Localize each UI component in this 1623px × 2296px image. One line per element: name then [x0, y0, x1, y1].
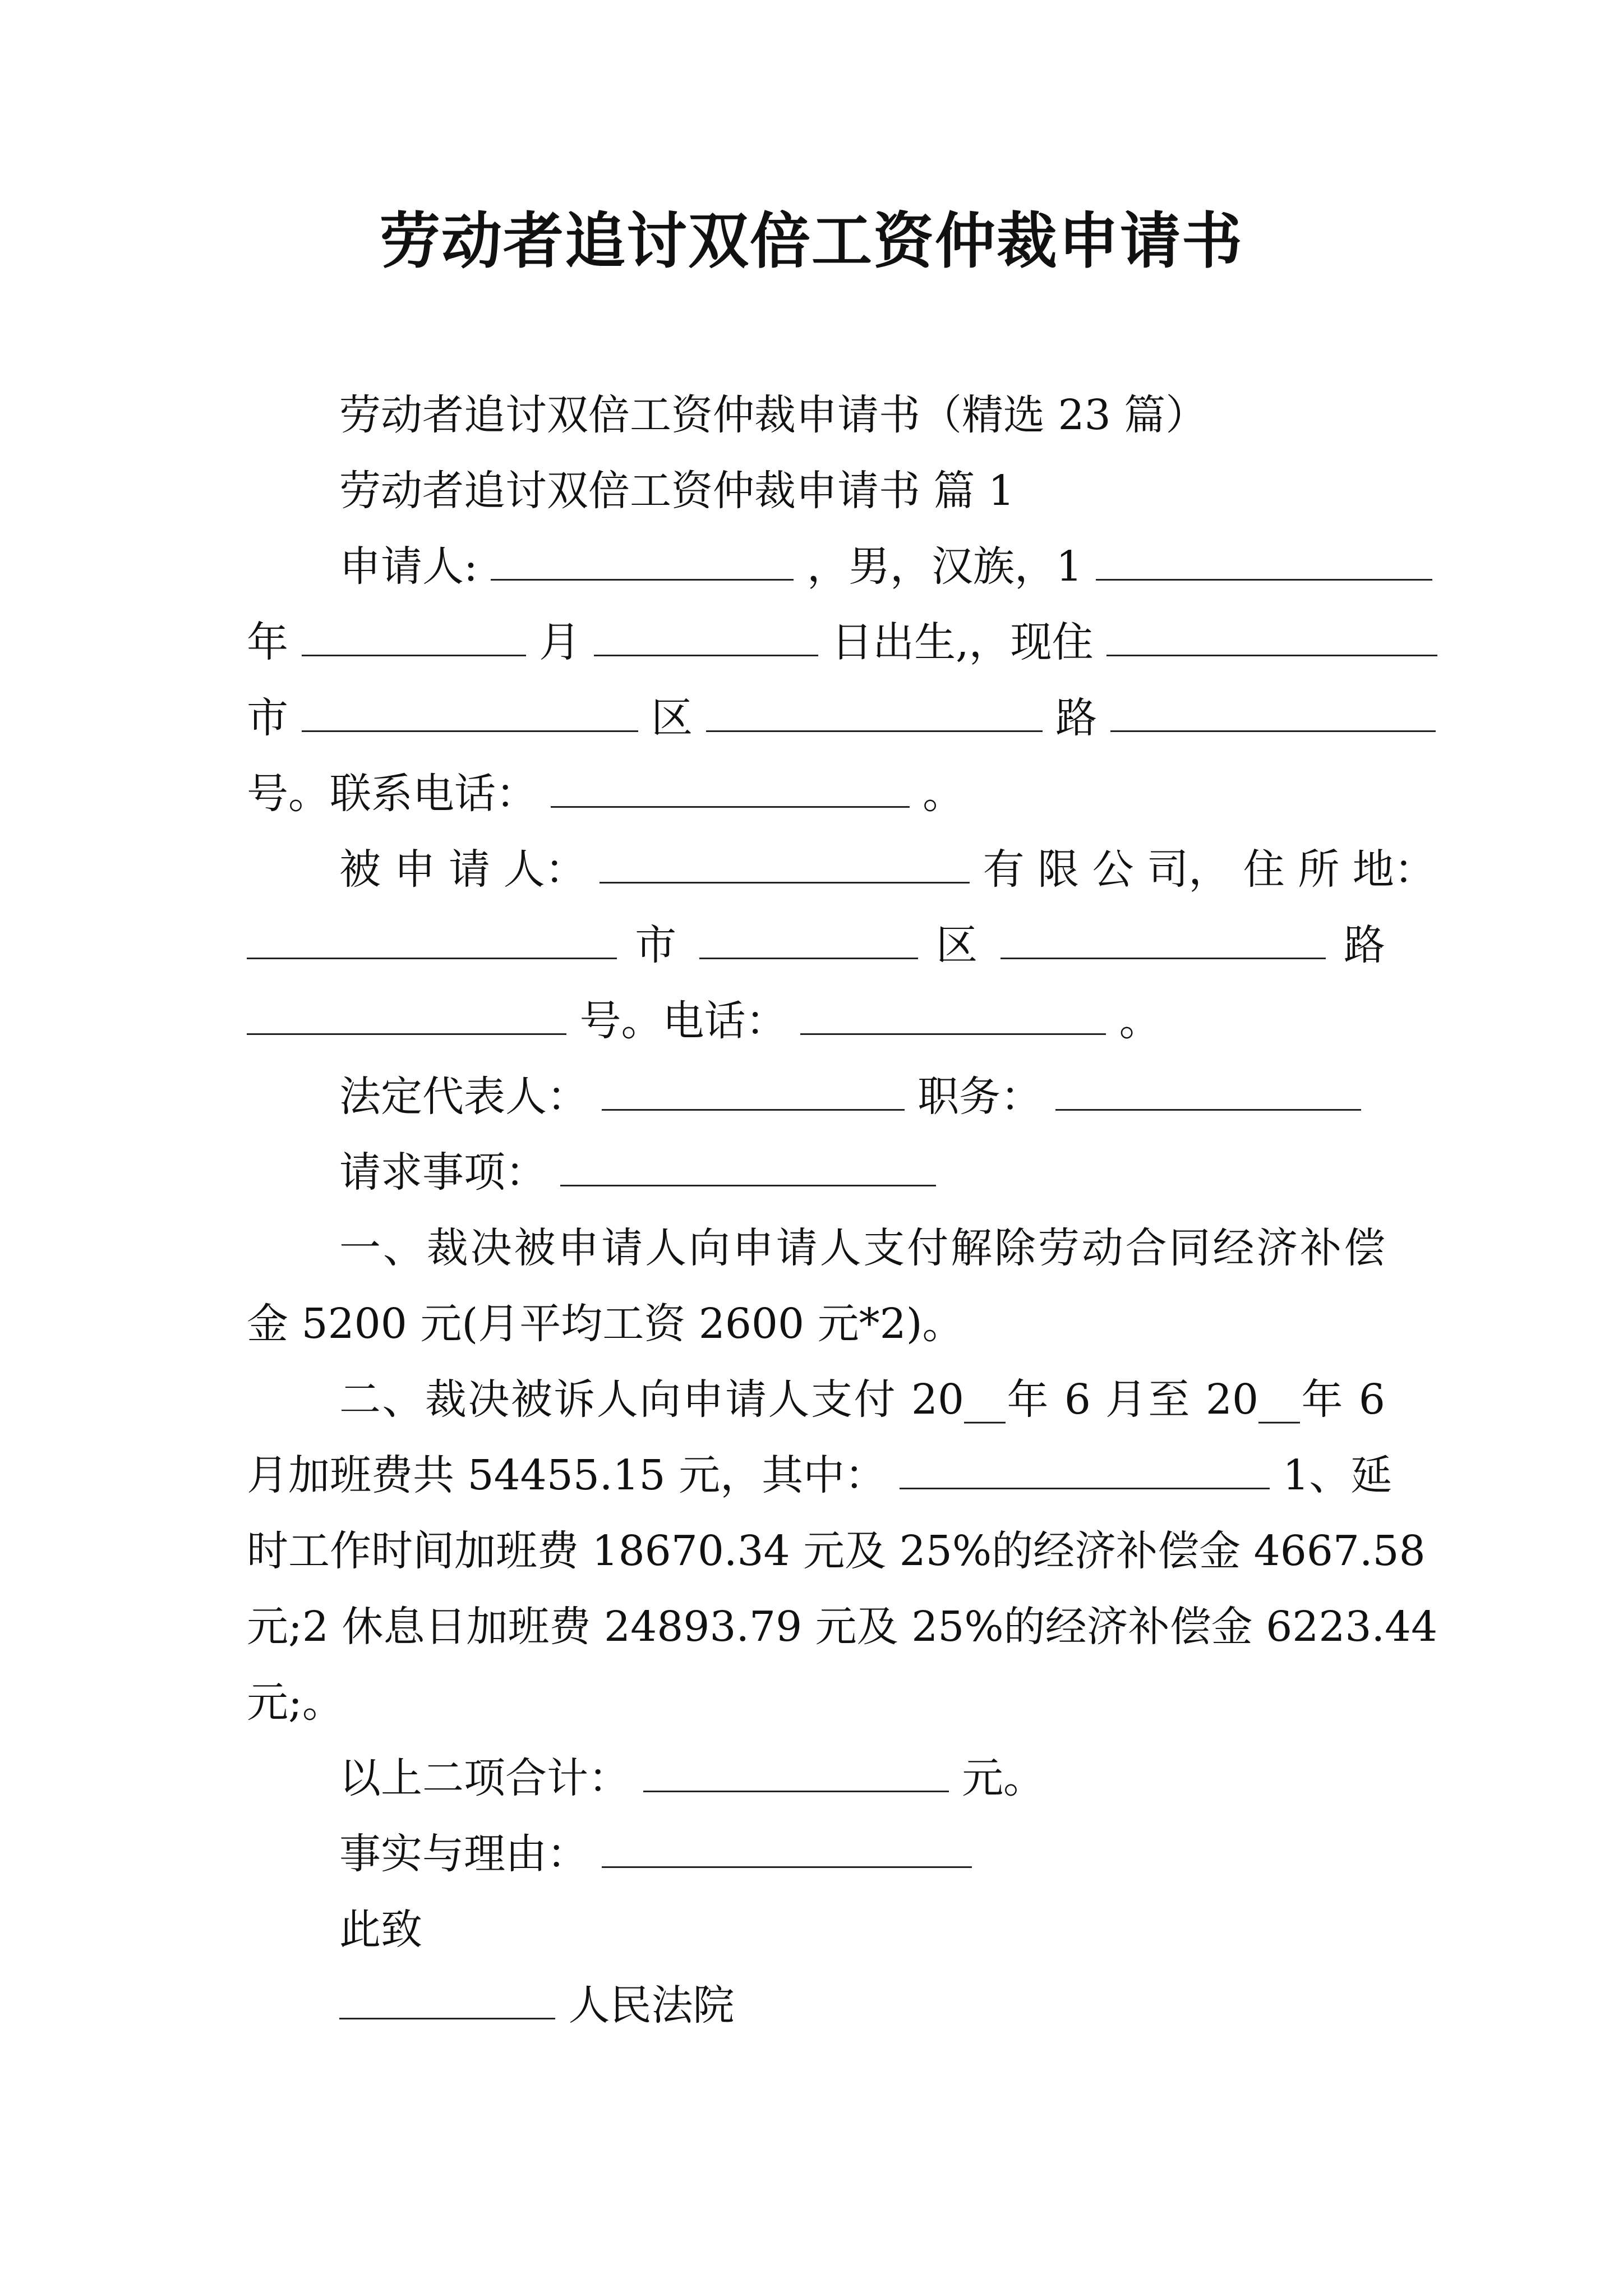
claim-1-text-2: 金 5200 元(月平均工资 2600 元*2)。 [247, 1300, 964, 1348]
phone-blank [551, 770, 910, 808]
company-blank [600, 846, 970, 884]
applicant-line-4 [247, 766, 1385, 822]
respondent-city-blank [247, 922, 617, 959]
facts-blank [602, 1830, 972, 1868]
closing-line [339, 1902, 1385, 1958]
applicant-line-1 [339, 539, 1385, 595]
claim-2-text-4: 元;2 休息日加班费 24893.79 元及 25%的经济补偿金 6223.44 [247, 1603, 1438, 1651]
claim-2-line-4 [247, 1599, 1438, 1655]
request-line [339, 1144, 1385, 1200]
respondent-phone-label: 号。电话： [579, 997, 787, 1045]
position-label: 职务： [917, 1073, 1043, 1121]
road-blank [706, 694, 1043, 732]
total-label: 以上二项合计： [339, 1754, 630, 1802]
city-label: 市 [247, 694, 288, 742]
applicant-label: 申请人: [339, 542, 478, 591]
claim-2-line-5 [247, 1674, 1385, 1731]
number-blank [1110, 694, 1436, 732]
respondent-road-blank [1000, 922, 1326, 959]
respondent-district-blank [699, 922, 918, 959]
district-blank [302, 694, 638, 732]
position-blank [1055, 1073, 1361, 1111]
total-unit: 元。 [962, 1754, 1045, 1802]
birth-day-blank [594, 619, 818, 656]
respondent-city-label: 市 [635, 921, 681, 969]
respondent-phone-end: 。 [1119, 997, 1161, 1045]
subtitle-text: 劳动者追讨双倍工资仲裁申请书（精选 23 篇） [339, 391, 1207, 439]
month-label: 月 [539, 618, 581, 666]
claim-2-line-3 [247, 1523, 1426, 1579]
respondent-label: 被 申 请 人： [339, 845, 587, 894]
applicant-line-2 [247, 614, 1385, 670]
total-blank [643, 1755, 949, 1792]
claim-1-line-1 [339, 1220, 1385, 1276]
applicant-line-3 [247, 690, 1385, 746]
phone-label: 号。联系电话： [247, 770, 537, 818]
respondent-district-label: 区 [936, 921, 983, 969]
respondent-line-2 [247, 917, 1385, 973]
company-address-label: 有 限 公 司， 住 所 地： [983, 845, 1436, 894]
year-label: 年 [247, 618, 288, 666]
respondent-line-3 [247, 993, 1385, 1049]
road-label: 路 [1055, 694, 1098, 742]
district-label: 区 [651, 694, 693, 742]
claim-2-text-1: 二、裁决被诉人向申请人支付 20__年 6 月至 20__年 6 [339, 1375, 1385, 1424]
subtitle-line [339, 387, 1385, 443]
phone-end: 。 [923, 770, 965, 818]
legal-rep-blank [602, 1073, 905, 1111]
court-label: 人民法院 [568, 1981, 735, 2030]
claim-2-text-5: 元;。 [247, 1678, 344, 1727]
claim-2-text-3: 时工作时间加班费 18670.34 元及 25%的经济补偿金 4667.58 [247, 1527, 1426, 1575]
residence-city-blank [1106, 619, 1437, 656]
applicant-gender-ethnicity: ，男，汉族，1 [807, 542, 1083, 591]
total-line [339, 1750, 1385, 1806]
request-label: 请求事项： [339, 1148, 547, 1197]
respondent-road-label: 路 [1344, 921, 1386, 969]
claim-1-line-2 [247, 1296, 1385, 1352]
birth-month-blank [302, 619, 526, 656]
court-blank [339, 1982, 555, 2019]
request-blank [560, 1149, 936, 1186]
document-title: 劳动者追讨双倍工资仲裁申请书 [379, 206, 1243, 277]
facts-label: 事实与理由： [339, 1830, 588, 1878]
claim-2-line-1 [339, 1372, 1385, 1428]
legal-rep-line [339, 1069, 1385, 1125]
facts-line [339, 1826, 1385, 1882]
respondent-phone-blank [800, 997, 1106, 1035]
section-heading-text: 劳动者追讨双倍工资仲裁申请书 篇 1 [339, 467, 1015, 515]
claim-2-text-2b: 1、延 [1283, 1451, 1393, 1499]
section-heading [339, 463, 1385, 519]
respondent-number-blank [247, 997, 566, 1035]
birth-residence-label: 日出生,，现住 [831, 618, 1094, 666]
claim-2-line-2 [247, 1447, 1393, 1503]
closing-text: 此致 [339, 1906, 422, 1954]
legal-rep-label: 法定代表人： [339, 1073, 588, 1121]
court-line [339, 1977, 1385, 2033]
birth-year-blank [1096, 543, 1432, 581]
claim-2-text-2: 月加班费共 54455.15 元，其中： [247, 1451, 887, 1499]
applicant-name-blank [491, 543, 794, 581]
respondent-line-1 [339, 841, 1436, 898]
claim-1-text-1: 一、裁决被申请人向申请人支付解除劳动合同经济补偿 [339, 1224, 1385, 1272]
claim-2-blank [900, 1452, 1270, 1489]
